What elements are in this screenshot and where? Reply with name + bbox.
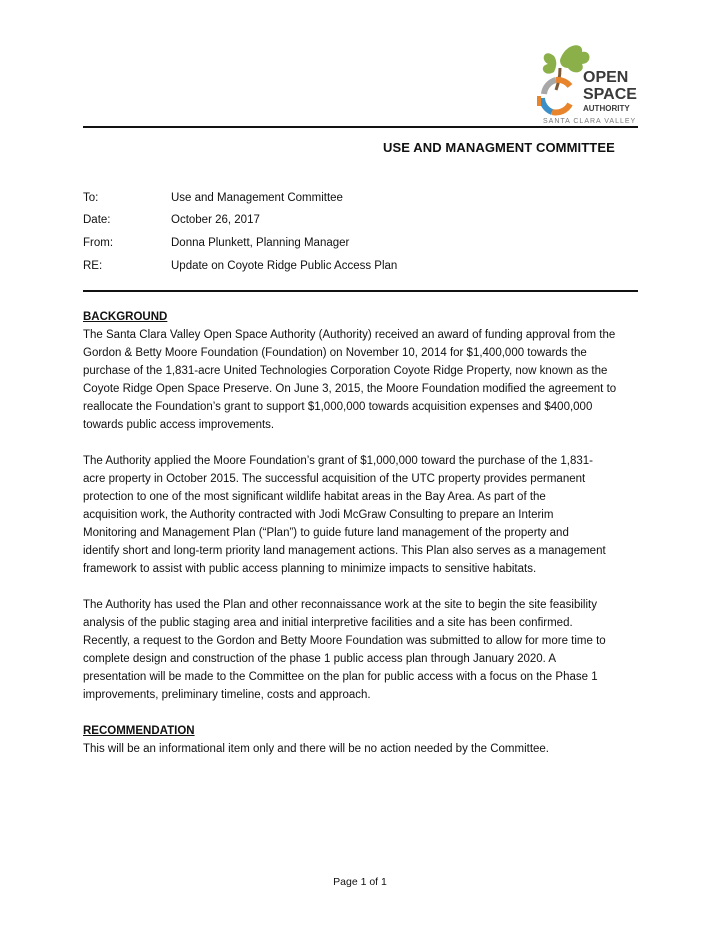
memo-re-value: Update on Coyote Ridge Public Access Plan (171, 260, 398, 272)
logo-word-region: SANTA CLARA VALLEY (543, 118, 637, 125)
memo-from-value: Donna Plunkett, Planning Manager (171, 237, 350, 249)
background-paragraph-2 (83, 452, 643, 578)
page-number: Page 1 of 1 (333, 876, 387, 888)
paragraph-line: reallocate the Foundation’s grant to support $1,000,000 towards acquisition expenses and $400,000 (83, 401, 593, 413)
paragraph-line: The Santa Clara Valley Open Space Authority (Authority) received an award of funding approval from the (83, 329, 616, 341)
recommendation-heading: RECOMMENDATION (83, 725, 195, 737)
open-space-authority-logo (530, 38, 642, 130)
paragraph-line: improvements, preliminary timeline, costs and approach. (83, 689, 371, 701)
memo-date-label: Date: (83, 214, 111, 226)
paragraph-line: acre property in October 2015. The successful acquisition of the UTC property provides permanent (83, 473, 586, 485)
page-title: USE AND MANAGMENT COMMITTEE (383, 140, 615, 155)
paragraph-line: Monitoring and Management Plan (“Plan”) to guide future land management of the property and (83, 527, 569, 539)
memo-to-label: To: (83, 192, 99, 204)
memo-to-value: Use and Management Committee (171, 192, 343, 204)
background-heading: BACKGROUND (83, 311, 168, 323)
paragraph-line: complete design and construction of the phase 1 public access plan through January 2020. A (83, 653, 557, 665)
header-divider (83, 126, 638, 128)
memo-divider (83, 290, 638, 292)
memo-re-label: RE: (83, 260, 103, 272)
paragraph-line: identify short and long-term priority land management actions. This Plan also serves as a management (83, 545, 606, 557)
background-section (83, 308, 643, 758)
memo-date-value: October 26, 2017 (171, 214, 260, 226)
paragraph-line: presentation will be made to the Committee on the plan for public access with a focus on the Phase 1 (83, 671, 598, 683)
paragraph-line: framework to assist with public access planning to minimize impacts to sensitive habitats. (83, 563, 537, 575)
logo-word-authority: AUTHORITY (583, 104, 630, 113)
paragraph-line: acquisition work, the Authority contracted with Jodi McGraw Consulting to prepare an Interim (83, 509, 554, 521)
background-paragraph-1 (83, 326, 643, 434)
paragraph-line: towards public access improvements. (83, 419, 275, 431)
recommendation-text: This will be an informational item only and there will be no action needed by the Committee. (83, 743, 549, 755)
logo-word-open: OPEN (583, 69, 629, 86)
paragraph-line: analysis of the public staging area and initial interpretive facilities and a site has been confirmed. (83, 617, 573, 629)
background-paragraph-3 (83, 596, 643, 704)
paragraph-line: The Authority has used the Plan and other reconnaissance work at the site to begin the site feasibility (83, 599, 597, 611)
logo-word-space: SPACE (583, 86, 637, 103)
paragraph-line: Coyote Ridge Open Space Preserve. On June 3, 2015, the Moore Foundation modified the agreement to (83, 383, 617, 395)
paragraph-line: purchase of the 1,831-acre United Technologies Corporation Coyote Ridge Property, now known as the (83, 365, 608, 377)
paragraph-line: Gordon & Betty Moore Foundation (Foundation) on November 10, 2014 for $1,400,000 towards the (83, 347, 587, 359)
paragraph-line: The Authority applied the Moore Foundation’s grant of $1,000,000 toward the purchase of the 1,831- (83, 455, 593, 467)
memo-from-label: From: (83, 237, 114, 249)
paragraph-line: protection to one of the most significant wildlife habitat areas in the Bay Area. As part of the (83, 491, 546, 503)
paragraph-line: Recently, a request to the Gordon and Betty Moore Foundation was submitted to allow for more time to (83, 635, 606, 647)
